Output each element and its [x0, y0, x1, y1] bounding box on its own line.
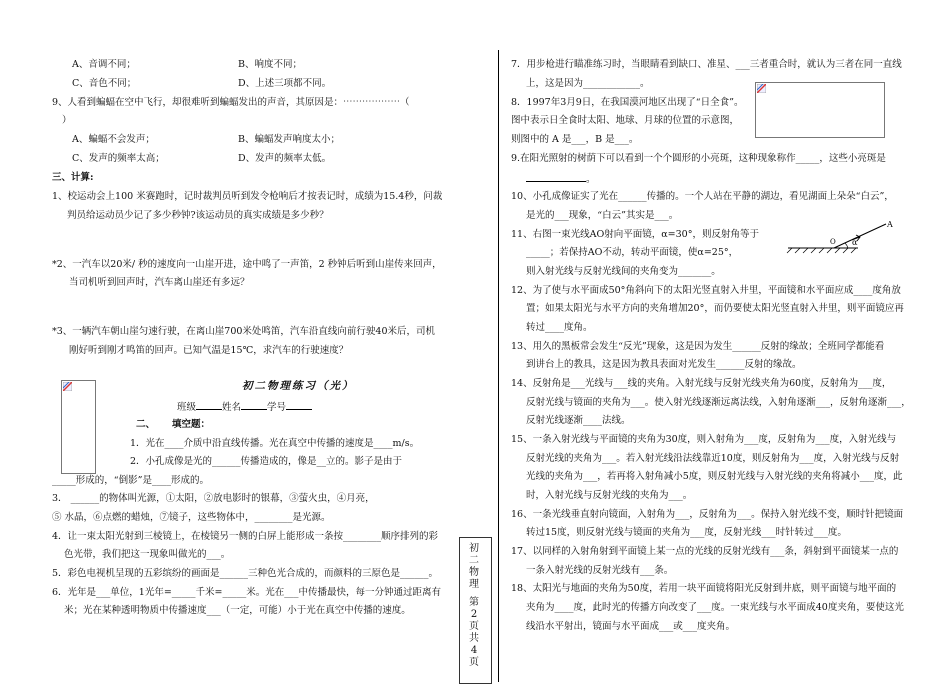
question-10: 10、小孔成像证实了光在______传播的。一个人站在平静的湖边，看见湖面上朵朵“白云”，	[511, 191, 894, 202]
section-2-heading: 填空题：	[172, 419, 211, 430]
q9-option-c: C、发声的频率太高；	[72, 153, 165, 164]
q9-option-b: B、蝙蝠发声响度太小；	[238, 134, 340, 145]
question-15-cont2: 光线的夹角为___，若再将入射角减小5度，则反射光线与入射光线的夹角将减小___度，此	[526, 471, 903, 482]
q8-option-a: A、音调不同；	[72, 59, 136, 70]
alpha-label: α	[852, 238, 858, 247]
question-9-right-cont: 。	[526, 171, 596, 186]
section-2-number: 二、	[136, 419, 156, 430]
fill-question-3: 3． ______的物体叫光源，①太阳，②放电影时的银幕，③萤火虫，④月亮，	[52, 493, 375, 504]
image-placeholder-left	[61, 380, 96, 474]
column-divider	[498, 50, 499, 682]
broken-image-icon	[757, 84, 766, 93]
q8-option-c: C、音色不同；	[72, 78, 137, 89]
question-7-cont: 上，这是因为____________。	[526, 78, 650, 89]
fill-question-6: 6．光年是___单位，1光年=_____千米=_____米。光在___中传播最快，每一分钟通过距离有	[52, 587, 442, 598]
q9-option-d: D、发声的频率太低。	[238, 153, 332, 164]
section-3-heading: 三、计算:	[52, 172, 94, 183]
name-label: 姓名	[222, 402, 242, 413]
fill-question-2-cont: _____形成的，“倒影”是____形成的。	[52, 475, 209, 486]
point-o-label: O	[830, 238, 836, 246]
point-a-label: A	[887, 220, 893, 229]
question-8-cont: 图中表示日全食时太阳、地球、月球的位置的示意图，	[511, 115, 740, 126]
page-title: 初二物理练习（光）	[242, 380, 355, 392]
question-13: 13、用久的黑板常会发生“反光”现象，这是因为发生______反射的缘故；全班同学都能看	[511, 341, 885, 352]
question-13-cont: 到讲台上的教具，这是因为教具表面对光发生______反射的缘故。	[526, 359, 802, 370]
question-11: 11、右图一束光线AO射向平面镜，α=30°，则反射角等于	[511, 229, 759, 240]
q8-option-b: B、响度不同；	[238, 59, 302, 70]
side-page-label: 第2页共4页	[469, 597, 479, 668]
question-14: 14、反射角是___光线与___线的夹角。入射光线与反射光线夹角为60度，反射角为___度，	[511, 378, 892, 389]
question-15-cont: 反射光线的夹角为___。若入射光线沿法线靠近10度，则反射角为___度，入射光线与反射	[526, 453, 900, 464]
question-14-cont2: 反射光线逐渐____法线。	[526, 415, 631, 426]
image-placeholder-eclipse	[755, 82, 885, 138]
student-info-line	[177, 399, 312, 414]
broken-image-icon	[63, 382, 72, 391]
calc-question-1: 1、校运动会上100 米赛跑时，记时裁判员听到发令枪响后才按表记时，成绩为15.4秒，问裁	[52, 191, 443, 202]
question-8: 8．1997年3月9日，在我国漠河地区出现了“日全食”。	[511, 97, 744, 108]
fill-question-1: 1．光在____介质中沿直线传播。光在真空中传播的速度是____m/s。	[130, 438, 420, 449]
fill-question-4: 4．让一束太阳光射到三棱镜上，在棱镜另一侧的白屏上能形成一条按________顺序排列的彩	[52, 531, 439, 542]
calc-question-3-cont: 刚好听到刚才鸣笛的回声。已知气温是15℃，求汽车的行驶速度？	[69, 345, 349, 356]
question-12: 12、为了使与水平面成50°角斜向下的太阳光竖直射入井里，平面镜和水平面应成____度角放	[511, 285, 901, 296]
question-10-cont: 是光的___现象，“白云”其实是___。	[526, 210, 679, 221]
question-17-cont: 一条入射光线的反射光线有___条。	[526, 565, 674, 576]
student-id-label: 学号	[267, 402, 287, 413]
question-16-cont: 转过15度，则反射光线与镜面的夹角为___度，反射光线___时针转过___度。	[526, 527, 847, 538]
question-12-cont: 置；如果太阳光与水平方向的夹角增加20°，而仍要使太阳光竖直射入井里，则平面镜应再	[526, 303, 904, 314]
question-8-cont2: 则图中的 A 是___，B 是___。	[511, 134, 639, 145]
fill-question-2: 2．小孔成像是光的______传播造成的，像是__立的。影子是由于	[130, 456, 403, 467]
side-subject-label: 初二物理	[469, 543, 479, 590]
question-17: 17、以同样的入射角射到平面镜上某一点的光线的反射光线有___条，斜射到平面镜某一点的	[511, 546, 899, 557]
question-16: 16、一条光线垂直射向镜面，入射角为___，反射角为___。保持入射光线不变，顺时针把镜面	[511, 509, 904, 520]
fill-question-3-cont: ⑤ 水晶，⑥点燃的蜡烛，⑦镜子，这些物体中，________是光源。	[52, 512, 331, 523]
calc-question-2-cont: 当司机听到回声时，汽车离山崖还有多远？	[69, 277, 250, 288]
question-18-cont2: 线沿水平射出，镜面与水平面成___或___度夹角。	[526, 621, 736, 632]
question-9: 9、人看到蝙蝠在空中飞行，却很难听到蝙蝠发出的声音，其原因是：⋯⋯⋯⋯⋯⋯（	[52, 97, 410, 108]
question-15: 15、一条入射光线与平面镜的夹角为30度，则入射角为___度，反射角为___度，入射光线与	[511, 434, 897, 445]
calc-question-1-cont: 判员给运动员少记了多少秒钟?该运动员的真实成绩是多少秒？	[67, 210, 329, 221]
q9-option-a: A、蝙蝠不会发声；	[72, 134, 155, 145]
question-18-cont: 夹角为____度，此时光的传播方向改变了___度。一束光线与水平面成40度夹角，要使这光	[526, 602, 904, 613]
fill-question-5: 5．彩色电视机呈现的五彩缤纷的画面是______三种色光合成的，而颜料的三原色是______。	[52, 568, 439, 579]
question-15-cont3: 时，入射光线与反射光线的夹角为___。	[526, 490, 693, 501]
q8-option-d: D、上述三项都不同。	[238, 78, 332, 89]
calc-question-3: *3、一辆汽车朝山崖匀速行驶，在离山崖700米处鸣笛，汽车沿直线向前行驶40米后，司机	[52, 326, 436, 337]
question-9-paren: ）	[62, 115, 72, 126]
fill-question-6-cont: 米；光在某种透明物质中传播速度___（一定，可能）小于光在真空中传播的速度。	[64, 605, 411, 616]
question-11-cont: _____；若保持AO不动，转动平面镜，使α=25°，	[526, 247, 739, 258]
class-label: 班级	[177, 402, 197, 413]
fill-question-4-cont: 色光带，我们把这一现象叫做光的___。	[64, 549, 231, 560]
question-12-cont2: 转过____度角。	[526, 322, 593, 333]
question-18: 18、太阳光与地面的夹角为50度，若用一块平面镜将阳光反射到井底，则平面镜与地平面的	[511, 583, 897, 594]
calc-question-2: *2、一汽车以20米/ 秒的速度向一山崖开进，途中鸣了一声笛，2 秒钟后听到山崖传来回声，	[52, 259, 442, 270]
question-14-cont: 反射光线与镜面的夹角为___。使入射光线逐渐远离法线，入射角逐渐___，反射角逐渐___，	[526, 397, 911, 408]
mirror-reflection-figure	[782, 218, 902, 254]
question-11-cont2: 则入射光线与反射光线间的夹角变为_______。	[526, 266, 721, 277]
question-9-right: 9.在阳光照射的树荫下可以看到一个个圆形的小亮斑，这种现象称作_____，这些小亮斑是	[511, 153, 886, 164]
question-7: 7．用步枪进行瞄准练习时，当眼睛看到缺口、准星、___三者重合时，就认为三者在同一直线	[511, 59, 902, 70]
